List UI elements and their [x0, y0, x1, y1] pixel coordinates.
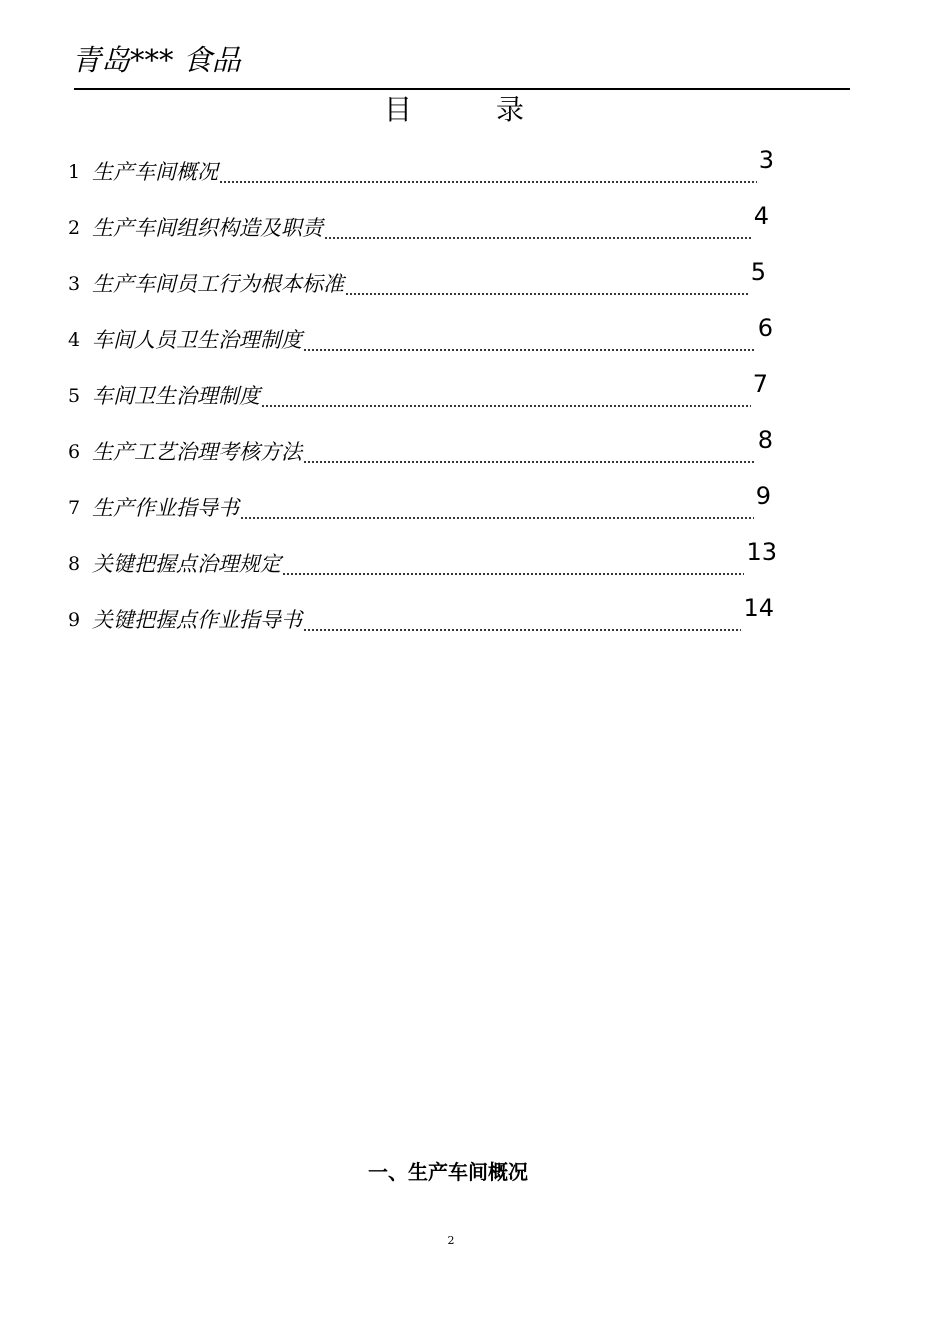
header-rule [74, 88, 850, 90]
toc-entry-page: 9 [755, 482, 771, 510]
toc-entry-page: 8 [757, 426, 773, 454]
toc-entry-title: 生产车间员工行为根本标准 [92, 272, 344, 296]
toc-entry-title: 生产工艺治理考核方法 [92, 440, 302, 464]
toc-entry-number: 5 [68, 385, 81, 407]
toc-entry-title: 生产车间概况 [92, 160, 218, 184]
toc-entry[interactable] [68, 596, 774, 632]
toc-entry-number: 7 [68, 497, 81, 519]
toc-entry-title: 生产作业指导书 [92, 496, 239, 520]
toc-entry[interactable] [68, 540, 777, 576]
toc-entry-number: 6 [68, 441, 81, 463]
toc-entry-page: 7 [752, 370, 768, 398]
toc-heading-char-2: 录 [496, 93, 525, 126]
toc-entry-number: 1 [68, 161, 81, 183]
toc-entry[interactable] [68, 260, 766, 296]
toc-entry-page: 5 [750, 258, 766, 286]
toc-entry-number: 3 [68, 273, 81, 295]
toc-entry-number: 9 [68, 609, 81, 631]
toc-entry-title: 关键把握点作业指导书 [92, 608, 302, 632]
toc-leader-dots [303, 610, 741, 632]
toc-entry-title: 车间卫生治理制度 [92, 384, 260, 408]
toc-entry-page: 6 [757, 314, 773, 342]
toc-entry[interactable] [68, 204, 769, 240]
toc-leader-dots [324, 218, 752, 240]
toc-entry-page: 14 [743, 594, 774, 622]
toc-entry-title: 关键把握点治理规定 [92, 552, 281, 576]
toc-entry[interactable] [68, 148, 774, 184]
toc-leader-dots [261, 386, 751, 408]
toc-entry[interactable] [68, 316, 773, 352]
section-heading: 一、生产车间概况 [368, 1160, 528, 1184]
toc-leader-dots [282, 554, 744, 576]
toc-entry-number: 2 [68, 217, 81, 239]
toc-entry-number: 4 [68, 329, 81, 351]
toc-entry-page: 3 [758, 146, 774, 174]
toc-leader-dots [240, 498, 754, 520]
toc-heading-char-1: 目 [384, 93, 413, 126]
toc-entry[interactable] [68, 372, 768, 408]
page-number: 2 [447, 1234, 455, 1247]
toc-entry[interactable] [68, 484, 771, 520]
toc-leader-dots [345, 274, 749, 296]
toc-entry-page: 4 [753, 202, 769, 230]
toc-leader-dots [303, 442, 756, 464]
toc-leader-dots [219, 162, 757, 184]
toc-entry[interactable] [68, 428, 773, 464]
toc-heading [384, 92, 534, 128]
toc-leader-dots [303, 330, 756, 352]
toc-entry-page: 13 [746, 538, 777, 566]
toc-entry-title: 车间人员卫生治理制度 [92, 328, 302, 352]
header-title: 青岛*** 食品 [72, 43, 241, 77]
toc-entry-title: 生产车间组织构造及职责 [92, 216, 323, 240]
toc-entry-number: 8 [68, 553, 81, 575]
